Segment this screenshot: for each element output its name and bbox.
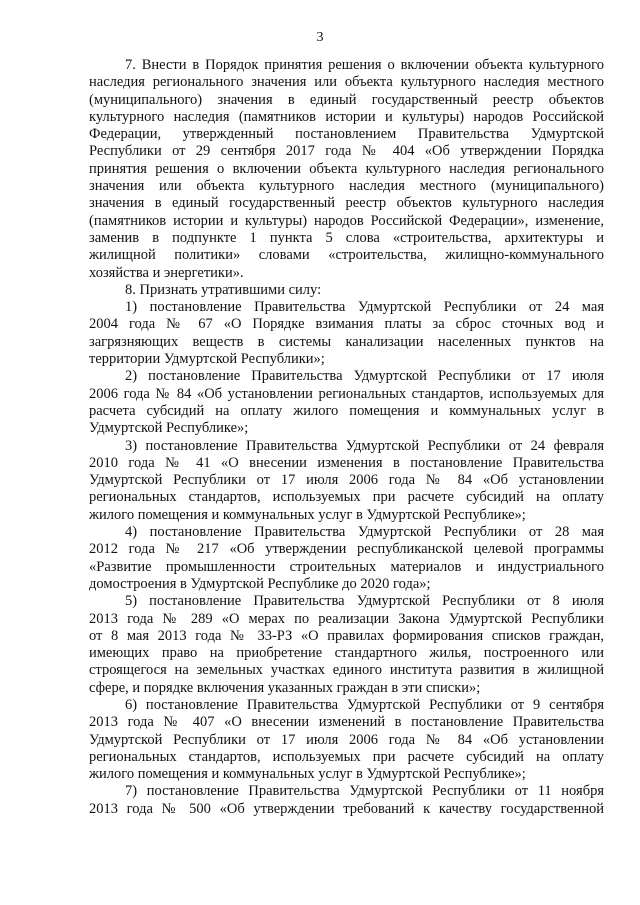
text-line: Республики от 29 сентября 2017 года № 404 «Об утверждении Порядка bbox=[89, 143, 604, 160]
paragraph-item-8-6 bbox=[89, 697, 604, 783]
text-line: региональных стандартов, используемых при расчете субсидий на оплату bbox=[89, 489, 604, 506]
text-line: Федерации, утвержденный постановлением Правительства Удмуртской bbox=[89, 126, 604, 143]
text-line: 2012 года № 217 «Об утверждении республиканской целевой программы bbox=[89, 541, 604, 558]
text-line: 8. Признать утратившими силу: bbox=[125, 281, 322, 298]
text-line: 3) постановление Правительства Удмуртской Республики от 24 февраля bbox=[125, 437, 604, 454]
paragraph-item-7 bbox=[89, 57, 604, 282]
paragraph-item-8-3 bbox=[89, 438, 604, 524]
text-line: заменив в подпункте 1 пункта 5 слова «строительства, архитектуры и bbox=[89, 229, 604, 246]
text-line: (памятников истории и культуры) народов Российской Федерации», изменение, bbox=[89, 212, 604, 229]
text-line: значения в единый государственный реестр объектов культурного наследия bbox=[89, 195, 604, 212]
text-line: расчета субсидий на оплату жилого помещения и коммунальных услуг в bbox=[89, 402, 604, 419]
paragraph-item-8-7 bbox=[89, 783, 604, 818]
text-line: 7) постановление Правительства Удмуртской Республики от 11 ноября bbox=[125, 783, 604, 800]
text-line: культурного наследия (памятников истории и культуры) народов Российской bbox=[89, 108, 604, 125]
text-line: 1) постановление Правительства Удмуртской Республики от 24 мая bbox=[125, 299, 604, 316]
text-line: жилого помещения и коммунальных услуг в Удмуртской Республике»; bbox=[89, 506, 526, 523]
text-line: 2004 года № 67 «О Порядке взимания платы за сброс сточных вод и bbox=[89, 316, 604, 333]
text-line: жилищной политики» словами «строительства, жилищно-коммунального bbox=[89, 247, 604, 264]
text-line: сфере, и порядке включения указанных граждан в эти списки»; bbox=[89, 679, 481, 696]
paragraph-item-8-4 bbox=[89, 524, 604, 593]
text-line: 2013 года № 407 «О внесении изменений в постановление Правительства bbox=[89, 714, 604, 731]
text-line: территории Удмуртской Республики»; bbox=[89, 351, 325, 368]
text-line: жилого помещения и коммунальных услуг в Удмуртской Республике»; bbox=[89, 766, 526, 783]
document-body bbox=[89, 57, 604, 818]
text-line: имеющих право на приобретение стандартного жилья, построенного или bbox=[89, 645, 604, 662]
text-line: 2006 года № 84 «Об установлении региональных стандартов, используемых для bbox=[89, 385, 604, 402]
text-line: домостроения в Удмуртской Республике до 2020 года»; bbox=[89, 575, 431, 592]
text-line: Удмуртской Республике»; bbox=[89, 420, 249, 437]
text-line: 2) постановление Правительства Удмуртской Республики от 17 июля bbox=[125, 368, 604, 385]
paragraph-item-8-5 bbox=[89, 593, 604, 697]
paragraph-item-8 bbox=[89, 282, 604, 299]
text-line: загрязняющих веществ в системы канализации населенных пунктов на bbox=[89, 333, 604, 350]
text-line: 5) постановление Правительства Удмуртской Республики от 8 июля bbox=[125, 593, 604, 610]
text-line: хозяйства и энергетики». bbox=[89, 264, 244, 281]
paragraph-item-8-1 bbox=[89, 299, 604, 368]
paragraph-item-8-2 bbox=[89, 368, 604, 437]
text-line: 6) постановление Правительства Удмуртской Республики от 9 сентября bbox=[125, 696, 604, 713]
text-line: наследия регионального значения или объекта культурного наследия местного bbox=[89, 74, 604, 91]
text-line: 4) постановление Правительства Удмуртской Республики от 28 мая bbox=[125, 524, 604, 541]
text-line: «Развитие промышленности строительных материалов и индустриального bbox=[89, 558, 604, 575]
text-line: 2013 года № 289 «О мерах по реализации Закона Удмуртской Республики bbox=[89, 610, 604, 627]
text-line: значения или объекта культурного наследия местного (муниципального) bbox=[89, 178, 604, 195]
text-line: региональных стандартов, используемых при расчете субсидий на оплату bbox=[89, 748, 604, 765]
text-line: 2013 года № 500 «Об утверждении требований к качеству государственной bbox=[89, 800, 604, 817]
text-line: 2010 года № 41 «О внесении изменения в постановление Правительства bbox=[89, 454, 604, 471]
text-line: 7. Внести в Порядок принятия решения о включении объекта культурного bbox=[125, 57, 604, 73]
text-line: (муниципального) значения в единый государственный реестр объектов bbox=[89, 91, 604, 108]
text-line: от 8 мая 2013 года № 33-РЗ «О правилах формирования списков граждан, bbox=[89, 627, 604, 644]
text-line: Удмуртской Республики от 17 июля 2006 года № 84 «Об установлении bbox=[89, 731, 604, 748]
text-line: строящегося на земельных участках единого института развития в жилищной bbox=[89, 662, 604, 679]
text-line: Удмуртской Республики от 17 июля 2006 года № 84 «Об установлении bbox=[89, 472, 604, 489]
page-number: 3 bbox=[316, 30, 324, 45]
text-line: принятия решения о включении объекта культурного наследия регионального bbox=[89, 160, 604, 177]
